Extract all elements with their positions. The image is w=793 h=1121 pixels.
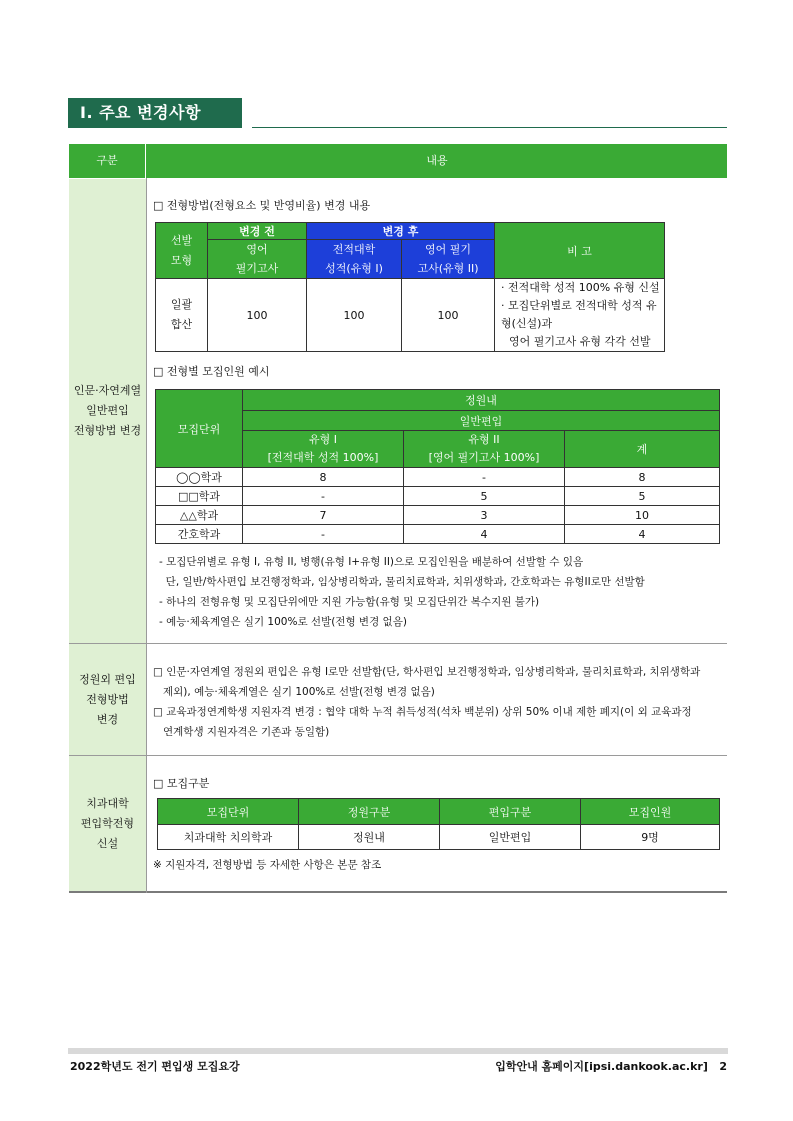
block1-heading: □ 전형방법(전형요소 및 반영비율) 변경 내용 — [153, 199, 371, 212]
block2-line: □ 인문·자연계열 정원외 편입은 유형 I로만 선발함(단, 학사편입 보건행정학과, 임상병리학과, 물리치료학과, 치위생학과 — [153, 666, 701, 678]
block3-note: ※ 지원자격, 전형방법 등 자세한 사항은 본문 참조 — [153, 859, 382, 871]
cell-line: [전적대학 성적 100%] — [267, 451, 379, 464]
col-total: 계 — [565, 431, 720, 468]
block2-line: □ 교육과정연계학생 지원자격 변경 : 협약 대학 누적 취득성적(석차 백분위) 상위 50% 이내 제한 폐지(이 외 교육과정 — [153, 706, 692, 718]
col-unit: 모집단위 — [158, 799, 299, 825]
cell-line: 모형 — [170, 253, 193, 267]
cell-type2: 4 — [404, 525, 565, 544]
row-label-line: 일반편입 — [86, 404, 129, 417]
cell-line: 유형 II — [468, 433, 500, 446]
cell-line: 유형 I — [309, 433, 337, 446]
row-label-line: 전형방법 — [86, 692, 129, 706]
cell-type1: 7 — [243, 506, 404, 525]
cell-remarks — [495, 279, 665, 352]
row-label-line: 변경 — [96, 712, 119, 726]
block1-note: 단, 일반/학사편입 보건행정학과, 임상병리학과, 물리치료학과, 치위생학과, 간호학과는 유형II로만 선발함 — [159, 576, 645, 588]
cell-line: 고사(유형 II) — [417, 262, 479, 275]
col-general-transfer: 일반편입 — [243, 411, 720, 431]
cell-total: 5 — [565, 487, 720, 506]
cell-line: 전적대학 — [332, 243, 376, 256]
changes-table-header — [69, 144, 727, 178]
col-in-quota: 정원내 — [243, 390, 720, 411]
method-change-table — [155, 222, 665, 352]
cell-type2: 5 — [404, 487, 565, 506]
cell-after-type2: 100 — [402, 279, 495, 352]
cell-before: 100 — [208, 279, 307, 352]
cell-total: 10 — [565, 506, 720, 525]
cell-type1: - — [243, 525, 404, 544]
dental-recruit-table — [157, 798, 720, 850]
block1-note: - 하나의 전형유형 및 모집단위에만 지원 가능함(유형 및 모집단위간 복수지원 불가) — [159, 596, 540, 608]
row-divider — [69, 643, 727, 644]
cell-after-type1: 100 — [307, 279, 402, 352]
changes-table — [69, 144, 727, 893]
cell-unit: 간호학과 — [156, 525, 243, 544]
row-type — [156, 279, 208, 352]
footer-page-info: 입학안내 홈페이지[ipsi.dankook.ac.kr] 2 — [495, 1060, 727, 1073]
row-label-general-transfer — [69, 179, 146, 643]
row-label-line: 편입학전형 — [80, 816, 135, 830]
row-label-extra-quota — [69, 644, 146, 755]
row-label-dental — [69, 756, 146, 891]
row-label-line: 전형방법 변경 — [73, 424, 142, 437]
block1-note: - 예능·체육계열은 실기 100%로 선발(전형 변경 없음) — [159, 616, 407, 628]
cell-line: 영어 — [246, 243, 268, 256]
cell-unit: △△학과 — [156, 506, 243, 525]
footer-title: 2022학년도 전기 편입생 모집요강 — [70, 1060, 240, 1073]
cell-line: [영어 필기고사 100%] — [428, 451, 540, 464]
col-selection-type — [156, 223, 208, 279]
col-count: 모집인원 — [581, 799, 720, 825]
remark-line: · 전적대학 성적 100% 유형 신설 — [501, 281, 660, 294]
row-label-line: 정원외 편입 — [79, 672, 136, 686]
col-type1 — [307, 240, 402, 279]
section-title-rule — [252, 127, 727, 128]
cell-type2: - — [404, 468, 565, 487]
cell-type2: 3 — [404, 506, 565, 525]
cell-unit: ◯◯학과 — [156, 468, 243, 487]
col-unit: 모집단위 — [156, 390, 243, 468]
cell-unit: 치과대학 치의학과 — [158, 825, 299, 850]
block2-line: 연계학생 지원자격은 기존과 동일함) — [153, 726, 330, 738]
cell-line: 성적(유형 I) — [325, 262, 383, 275]
cell-total: 8 — [565, 468, 720, 487]
column-divider — [146, 178, 147, 893]
cell-line: 합산 — [170, 318, 193, 331]
cell-line: 선발 — [170, 233, 193, 247]
col-type1 — [243, 431, 404, 468]
cell-line: 일괄 — [170, 298, 193, 311]
remark-line: 영어 필기고사 유형 각각 선발 — [509, 335, 651, 348]
cell-type1: 8 — [243, 468, 404, 487]
row-label-line: 신설 — [96, 836, 119, 850]
cell-total: 4 — [565, 525, 720, 544]
remark-line: · 모집단위별로 전적대학 성적 유형(신설)과 — [501, 299, 657, 330]
row-divider — [69, 755, 727, 756]
col-remarks: 비 고 — [495, 223, 665, 279]
table-row — [156, 506, 720, 525]
cell-quota: 정원내 — [299, 825, 440, 850]
recruit-example-table — [155, 389, 720, 544]
cell-count: 9명 — [581, 825, 720, 850]
row-label-line: 치과대학 — [86, 796, 129, 810]
cell-line: 영어 필기 — [424, 243, 471, 256]
col-english-exam — [208, 240, 307, 279]
cell-type1: - — [243, 487, 404, 506]
table-row — [156, 487, 720, 506]
cell-transfer-type: 일반편입 — [440, 825, 581, 850]
cell-line: 필기고사 — [235, 262, 279, 275]
col-transfer-type: 편입구분 — [440, 799, 581, 825]
table-row — [158, 825, 720, 850]
block3-heading: □ 모집구분 — [153, 777, 210, 790]
col-after: 변경 후 — [307, 223, 495, 240]
block2-line: 제외), 예능·체육계열은 실기 100%로 선발(전형 변경 없음) — [153, 686, 435, 698]
cell-unit: □□학과 — [156, 487, 243, 506]
row-label-line: 인문·자연계열 — [73, 384, 142, 397]
col-type2 — [402, 240, 495, 279]
table-row — [156, 525, 720, 544]
col-quota: 정원구분 — [299, 799, 440, 825]
col-before: 변경 전 — [208, 223, 307, 240]
block1-heading2: □ 전형별 모집인원 예시 — [153, 365, 270, 378]
footer-rule — [68, 1048, 728, 1054]
block1-note: - 모집단위별로 유형 I, 유형 II, 병행(유형 I+유형 II)으로 모집인원을 배분하여 선발할 수 있음 — [159, 556, 584, 568]
header-content: 내용 — [426, 154, 448, 167]
table-row — [156, 468, 720, 487]
header-category: 구분 — [69, 144, 146, 178]
col-type2 — [404, 431, 565, 468]
section-title: Ⅰ. 주요 변경사항 — [68, 98, 242, 128]
